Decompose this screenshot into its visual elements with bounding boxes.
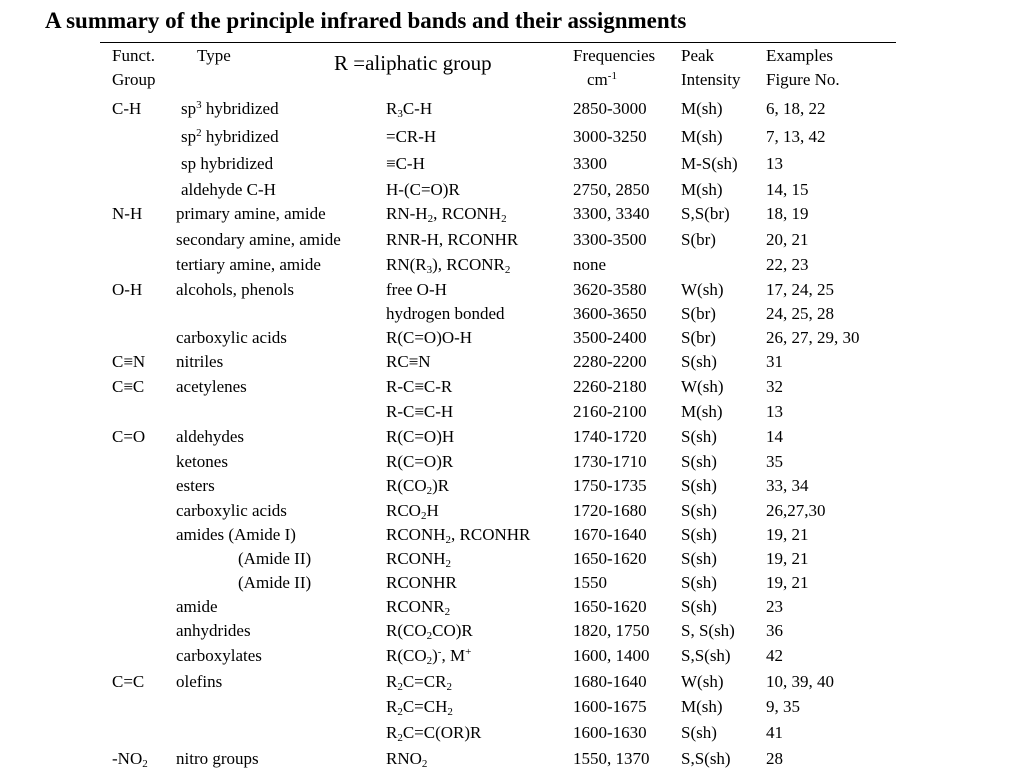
- table-row: [0, 475, 1024, 499]
- header-line: $cm^{-1}$: [587, 70, 617, 89]
- cell-intensity: S(sh): [681, 573, 717, 592]
- header-line: Frequencies: [573, 46, 656, 65]
- cell-group: C-H: [112, 99, 142, 118]
- cell-example: $R(CO_2CO)R$: [386, 621, 473, 642]
- cell-freq: 3500-2400: [573, 328, 647, 347]
- cell-figs: 42: [766, 646, 783, 665]
- cell-freq: 2750, 2850: [573, 180, 650, 199]
- table-row: [0, 426, 1024, 450]
- cell-type: ketones: [176, 452, 228, 471]
- table-row: [0, 524, 1024, 548]
- cell-freq: 2160-2100: [573, 402, 647, 421]
- table-row: [0, 572, 1024, 596]
- table-row: [0, 179, 1024, 203]
- cell-freq: 3000-3250: [573, 127, 647, 146]
- cell-figs: 14: [766, 427, 783, 446]
- cell-freq: 3300: [573, 154, 607, 173]
- cell-type: amide: [176, 597, 218, 616]
- cell-freq: 1600-1630: [573, 723, 647, 742]
- cell-figs: 20, 21: [766, 230, 809, 249]
- cell-intensity: S(sh): [681, 723, 717, 742]
- table-row: [0, 351, 1024, 375]
- cell-type: nitriles: [176, 352, 224, 371]
- cell-example: $R(CO_2)^-$, M+: [386, 646, 472, 667]
- cell-intensity: S(sh): [681, 525, 717, 544]
- cell-figs: 14, 15: [766, 180, 809, 199]
- cell-intensity: W(sh): [681, 672, 724, 691]
- cell-type: olefins: [176, 672, 223, 691]
- cell-intensity: W(sh): [681, 280, 724, 299]
- cell-intensity: M(sh): [681, 697, 723, 716]
- cell-intensity: S(sh): [681, 452, 717, 471]
- cell-example: $R_3C-H$: [386, 99, 433, 120]
- cell-group: C=O: [112, 427, 146, 446]
- cell-group: O-H: [112, 280, 143, 299]
- cell-intensity: S(br): [681, 328, 716, 347]
- cell-type: esters: [176, 476, 215, 495]
- cell-figs: 24, 25, 28: [766, 304, 834, 323]
- table-row: [0, 722, 1024, 746]
- cell-type: (Amide II): [238, 573, 312, 592]
- cell-freq: 1600-1675: [573, 697, 647, 716]
- subtitle: R =aliphatic group: [334, 51, 492, 75]
- header-line: Intensity: [681, 70, 741, 89]
- table-row: [0, 254, 1024, 278]
- cell-freq: 3300, 3340: [573, 204, 650, 223]
- cell-example: $RCONR_2$: [386, 597, 451, 618]
- cell-freq: 1670-1640: [573, 525, 647, 544]
- table-row: [0, 401, 1024, 425]
- table-row: [0, 500, 1024, 524]
- cell-example: $R_2C=C(OR)R$: [386, 723, 482, 744]
- cell-figs: 32: [766, 377, 783, 396]
- cell-example: RCONHR: [386, 573, 457, 592]
- cell-group: C≡N: [112, 352, 146, 371]
- cell-group: N-H: [112, 204, 143, 223]
- cell-type: carboxylic acids: [176, 501, 287, 520]
- cell-intensity: S(br): [681, 230, 716, 249]
- cell-example: $R_2C=CH_2$: [386, 697, 453, 718]
- cell-example: $RCO_2H$: [386, 501, 439, 522]
- cell-type: sp hybridized: [181, 154, 274, 173]
- cell-figs: 19, 21: [766, 573, 809, 592]
- header-line: Figure No.: [766, 70, 840, 89]
- cell-intensity: M(sh): [681, 402, 723, 421]
- table-row: [0, 671, 1024, 695]
- cell-example: $RCONH_2$: [386, 549, 452, 570]
- cell-example: R-C≡C-R: [386, 377, 453, 396]
- cell-figs: 33, 34: [766, 476, 809, 495]
- cell-type: carboxylic acids: [176, 328, 287, 347]
- cell-example: $RN(R_3)$, $RCONR_2$: [386, 255, 511, 276]
- cell-intensity: S(sh): [681, 352, 717, 371]
- cell-intensity: S,S(sh): [681, 749, 731, 768]
- cell-intensity: S,S(br): [681, 204, 730, 223]
- table-row: [0, 548, 1024, 572]
- cell-freq: 1550, 1370: [573, 749, 650, 768]
- cell-type: tertiary amine, amide: [176, 255, 321, 274]
- page-title: A summary of the principle infrared bands and their assignments: [45, 8, 687, 33]
- cell-group: C=C: [112, 672, 145, 691]
- cell-intensity: S(sh): [681, 501, 717, 520]
- table-row: [0, 376, 1024, 400]
- table-row: [0, 596, 1024, 620]
- cell-figs: 23: [766, 597, 783, 616]
- table-row: [0, 229, 1024, 253]
- cell-example: free O-H: [386, 280, 447, 299]
- table-row: [0, 327, 1024, 351]
- cell-example: R-C≡C-H: [386, 402, 454, 421]
- header-type: [197, 44, 231, 68]
- cell-type: secondary amine, amide: [176, 230, 341, 249]
- cell-freq: 1550: [573, 573, 607, 592]
- cell-example: $RNO_2$: [386, 749, 428, 770]
- cell-example: ≡C-H: [386, 154, 425, 173]
- cell-figs: 41: [766, 723, 783, 742]
- cell-intensity: S, S(sh): [681, 621, 735, 640]
- cell-intensity: M(sh): [681, 127, 723, 146]
- cell-type: $sp^2$ hybridized: [181, 127, 279, 146]
- cell-freq: 2850-3000: [573, 99, 647, 118]
- cell-example: H-(C=O)R: [386, 180, 460, 199]
- cell-group: $-NO_2$: [112, 749, 148, 770]
- cell-example: R(C=O)O-H: [386, 328, 473, 347]
- cell-freq: none: [573, 255, 607, 274]
- cell-example: R(C=O)R: [386, 452, 454, 471]
- cell-figs: 19, 21: [766, 549, 809, 568]
- cell-type: alcohols, phenols: [176, 280, 295, 299]
- cell-intensity: S(sh): [681, 476, 717, 495]
- cell-type: nitro groups: [176, 749, 259, 768]
- cell-intensity: M(sh): [681, 99, 723, 118]
- cell-example: =CR-H: [386, 127, 437, 146]
- cell-freq: 1600, 1400: [573, 646, 650, 665]
- table-row: [0, 620, 1024, 644]
- cell-figs: 10, 39, 40: [766, 672, 834, 691]
- cell-type: aldehydes: [176, 427, 244, 446]
- cell-figs: 35: [766, 452, 783, 471]
- header-line: Examples: [766, 46, 834, 65]
- cell-figs: 18, 19: [766, 204, 809, 223]
- cell-intensity: M-S(sh): [681, 154, 738, 173]
- cell-figs: 26, 27, 29, 30: [766, 328, 860, 347]
- cell-figs: 28: [766, 749, 783, 768]
- cell-freq: 1720-1680: [573, 501, 647, 520]
- header-line: Group: [112, 70, 156, 89]
- cell-intensity: S(sh): [681, 597, 717, 616]
- cell-intensity: S(br): [681, 304, 716, 323]
- cell-freq: 1820, 1750: [573, 621, 650, 640]
- cell-example: R(C=O)H: [386, 427, 455, 446]
- cell-intensity: M(sh): [681, 180, 723, 199]
- header-line: Peak: [681, 46, 715, 65]
- header-line: Funct.: [112, 46, 155, 65]
- table-row: [0, 451, 1024, 475]
- cell-type: aldehyde C-H: [181, 180, 276, 199]
- table-row: [0, 153, 1024, 177]
- cell-freq: 2280-2200: [573, 352, 647, 371]
- table-row: [0, 696, 1024, 720]
- cell-freq: 1650-1620: [573, 549, 647, 568]
- cell-type: acetylenes: [176, 377, 247, 396]
- table-row: [0, 748, 1024, 772]
- cell-example: RC≡N: [386, 352, 431, 371]
- header-peak-intensity: [681, 44, 741, 92]
- cell-figs: 9, 35: [766, 697, 800, 716]
- cell-example: $RCONH_2$, RCONHR: [386, 525, 531, 546]
- cell-figs: 22, 23: [766, 255, 809, 274]
- cell-figs: 13: [766, 154, 783, 173]
- header-examples: [766, 44, 840, 92]
- cell-freq: 1680-1640: [573, 672, 647, 691]
- cell-type: $sp^3$ hybridized: [181, 99, 279, 118]
- cell-figs: 17, 24, 25: [766, 280, 834, 299]
- table-row: [0, 203, 1024, 227]
- cell-figs: 36: [766, 621, 783, 640]
- cell-intensity: S,S(sh): [681, 646, 731, 665]
- cell-type: amides (Amide I): [176, 525, 296, 544]
- cell-freq: 1730-1710: [573, 452, 647, 471]
- cell-figs: 13: [766, 402, 783, 421]
- cell-freq: 1740-1720: [573, 427, 647, 446]
- table-row: [0, 126, 1024, 150]
- header-funct-group: [112, 44, 155, 92]
- cell-freq: 1650-1620: [573, 597, 647, 616]
- table-row: [0, 279, 1024, 303]
- cell-freq: 1750-1735: [573, 476, 647, 495]
- cell-type: carboxylates: [176, 646, 262, 665]
- cell-figs: 31: [766, 352, 783, 371]
- cell-example: RNR-H, RCONHR: [386, 230, 519, 249]
- header-rule: [100, 42, 896, 43]
- header-frequencies: [573, 44, 655, 92]
- table-row: [0, 303, 1024, 327]
- cell-intensity: W(sh): [681, 377, 724, 396]
- cell-example: $RN-H_2$, $RCONH_2$: [386, 204, 507, 225]
- cell-intensity: S(sh): [681, 427, 717, 446]
- cell-freq: 3620-3580: [573, 280, 647, 299]
- cell-group: C≡C: [112, 377, 145, 396]
- cell-example: $R_2C=CR_2$: [386, 672, 452, 693]
- cell-figs: 19, 21: [766, 525, 809, 544]
- cell-type: anhydrides: [176, 621, 251, 640]
- cell-freq: 3600-3650: [573, 304, 647, 323]
- cell-figs: 26,27,30: [766, 501, 826, 520]
- cell-example: $R(CO_2)R$: [386, 476, 450, 497]
- cell-type: (Amide II): [238, 549, 312, 568]
- cell-freq: 2260-2180: [573, 377, 647, 396]
- cell-example: hydrogen bonded: [386, 304, 505, 323]
- cell-figs: 7, 13, 42: [766, 127, 826, 146]
- cell-figs: 6, 18, 22: [766, 99, 826, 118]
- table-row: [0, 98, 1024, 122]
- table-row: [0, 645, 1024, 669]
- header-line: Type: [197, 46, 231, 65]
- cell-type: primary amine, amide: [176, 204, 326, 223]
- cell-freq: 3300-3500: [573, 230, 647, 249]
- cell-intensity: S(sh): [681, 549, 717, 568]
